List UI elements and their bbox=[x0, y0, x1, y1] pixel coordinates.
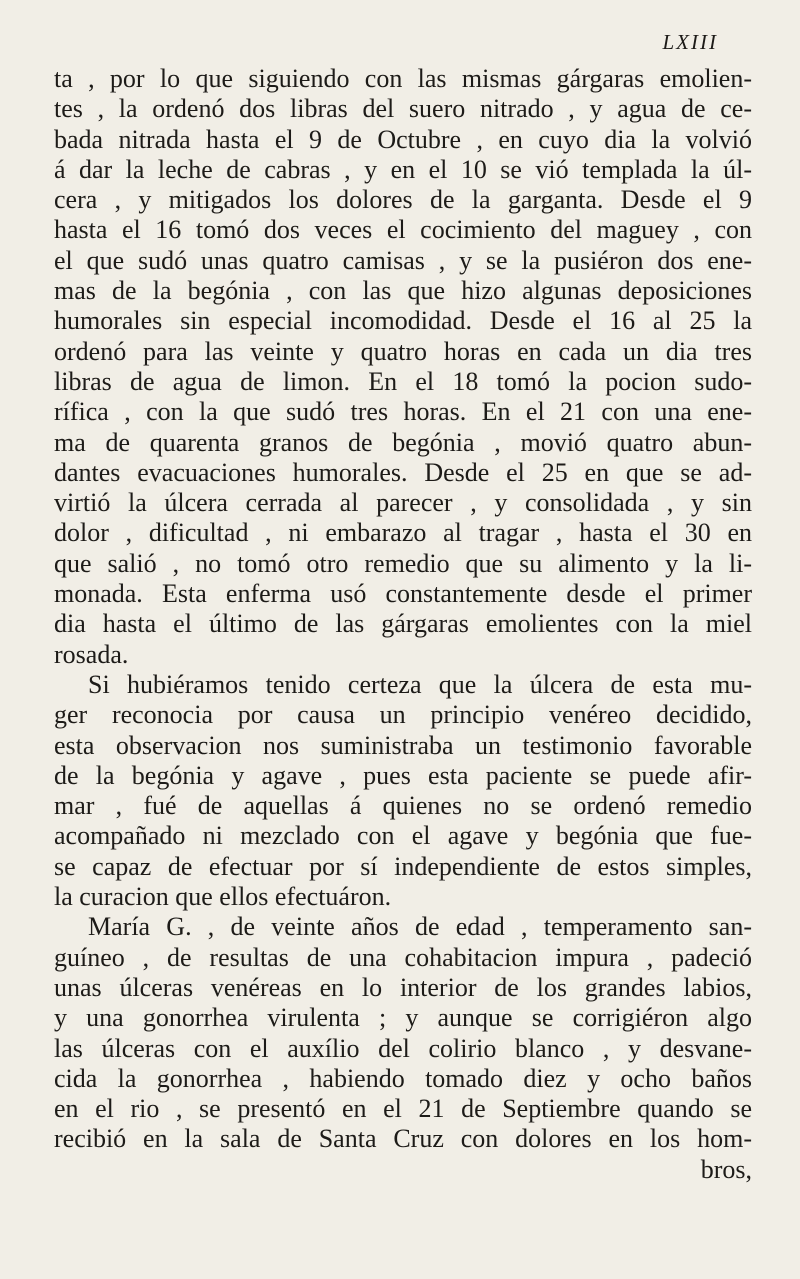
paragraph-end-line: rosada. bbox=[54, 639, 129, 669]
text-line: ma de quarenta granos de begónia , movió quatro abun- bbox=[54, 427, 752, 457]
text-line: libras de agua de limon. En el 18 tomó la pocion sudo- bbox=[54, 366, 752, 396]
text-line: bada nitrada hasta el 9 de Octubre , en cuyo dia la volvió bbox=[54, 124, 752, 154]
paragraph-end-line: la curacion que ellos efectuáron. bbox=[54, 882, 392, 912]
text-line: cera , y mitigados los dolores de la garganta. Desde el 9 bbox=[54, 185, 752, 215]
text-line: mar , fué de aquellas á quienes no se ordenó remedio bbox=[54, 791, 752, 821]
paragraph-start-line: Si hubiéramos tenido certeza que la úlcera de esta mu- bbox=[88, 669, 752, 699]
text-line: á dar la leche de cabras , y en el 10 se vió templada la úl- bbox=[54, 154, 752, 184]
text-line: virtió la úlcera cerrada al parecer , y consolidada , y sin bbox=[54, 488, 752, 518]
text-line: las úlceras con el auxílio del colirio blanco , y desvane- bbox=[54, 1033, 752, 1063]
text-line: dolor , dificultad , ni embarazo al tragar , hasta el 30 en bbox=[54, 518, 752, 548]
text-line: el que sudó unas quatro camisas , y se la pusiéron dos ene- bbox=[54, 245, 752, 275]
text-line: cida la gonorrhea , habiendo tomado diez y ocho baños bbox=[54, 1063, 752, 1093]
body-text bbox=[54, 64, 752, 1185]
paragraph-start-line: María G. , de veinte años de edad , temperamento san- bbox=[88, 912, 752, 942]
text-line: ordenó para las veinte y quatro horas en cada un dia tres bbox=[54, 336, 752, 366]
page-number: LXIII bbox=[662, 30, 718, 54]
text-line: ta , por lo que siguiendo con las mismas gárgaras emolien- bbox=[54, 64, 752, 93]
text-line: acompañado ni mezclado con el agave y begónia que fue- bbox=[54, 821, 752, 851]
text-line: y una gonorrhea virulenta ; y aunque se corrigiéron algo bbox=[54, 1003, 752, 1033]
text-line: que salió , no tomó otro remedio que su alimento y la li- bbox=[54, 548, 752, 578]
text-line: unas úlceras venéreas en lo interior de los grandes labios, bbox=[54, 972, 752, 1002]
text-line: monada. Esta enferma usó constantemente desde el primer bbox=[54, 579, 752, 609]
text-line: hasta el 16 tomó dos veces el cocimiento del maguey , con bbox=[54, 215, 752, 245]
text-line: de la begónia y agave , pues esta paciente se puede afir- bbox=[54, 760, 752, 790]
text-line: esta observacion nos suministraba un testimonio favorable bbox=[54, 730, 752, 760]
text-line: dantes evacuaciones humorales. Desde el 25 en que se ad- bbox=[54, 457, 752, 487]
text-line: se capaz de efectuar por sí independiente de estos simples, bbox=[54, 851, 752, 881]
text-line: tes , la ordenó dos libras del suero nitrado , y agua de ce- bbox=[54, 94, 752, 124]
text-line: dia hasta el último de las gárgaras emolientes con la miel bbox=[54, 609, 752, 639]
text-line: humorales sin especial incomodidad. Desde el 16 al 25 la bbox=[54, 306, 752, 336]
catchword: bros, bbox=[700, 1154, 752, 1184]
text-line: recibió en la sala de Santa Cruz con dolores en los hom- bbox=[54, 1124, 752, 1154]
text-line: guíneo , de resultas de una cohabitacion impura , padeció bbox=[54, 942, 752, 972]
text-line: en el rio , se presentó en el 21 de Septiembre quando se bbox=[54, 1094, 752, 1124]
text-line: mas de la begónia , con las que hizo algunas deposiciones bbox=[54, 276, 752, 306]
text-line: ger reconocia por causa un principio venéreo decidido, bbox=[54, 700, 752, 730]
text-line: rífica , con la que sudó tres horas. En el 21 con una ene- bbox=[54, 397, 752, 427]
